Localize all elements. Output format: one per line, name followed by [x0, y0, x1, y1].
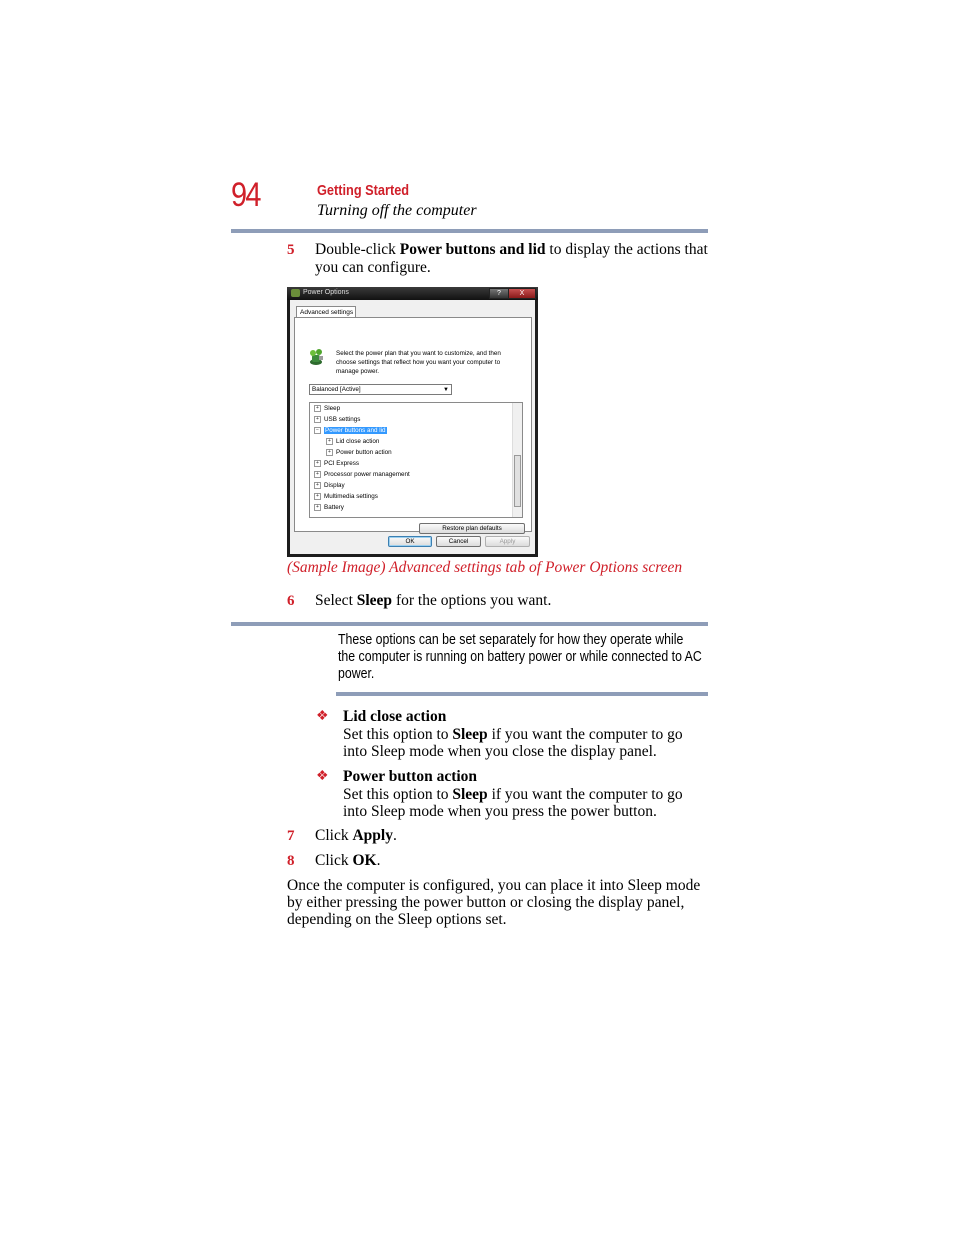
bullet-power-button-action [316, 768, 708, 822]
step-number: 7 [287, 828, 295, 844]
tab-panel [294, 317, 532, 532]
cancel-button[interactable]: Cancel [436, 536, 481, 547]
tree-item-label: Multimedia settings [324, 493, 378, 500]
step-text-pre: Click [315, 827, 353, 844]
header-rule [231, 229, 708, 233]
tree-item-label: PCI Express [324, 460, 359, 467]
tree-item-label: Battery [324, 504, 344, 511]
expand-icon[interactable]: + [326, 449, 333, 456]
bullet-body [343, 708, 708, 761]
tree-item-power-button-action[interactable] [326, 448, 392, 457]
bullet-text-bold: Sleep [452, 725, 488, 743]
step-text-pre: Select [315, 592, 357, 609]
tree-item-label: Sleep [324, 405, 341, 412]
closing-paragraph: Once the computer is configured, you can place it into Sleep mode by either pressing the power button or closing the display panel, depending on the Sleep options set. [287, 877, 701, 928]
expand-icon[interactable]: + [314, 504, 321, 511]
note-rule-bottom [336, 692, 708, 696]
intro-text: Select the power plan that you want to customize, and then choose settings that reflect how you want your computer to manage power. [336, 350, 501, 375]
expand-icon[interactable]: + [314, 482, 321, 489]
bullet-text-bold: Sleep [452, 785, 488, 803]
expand-icon[interactable]: + [314, 460, 321, 467]
expand-icon[interactable]: + [314, 405, 321, 412]
step-number: 6 [287, 593, 295, 609]
power-plan-select[interactable] [309, 384, 452, 395]
tree-item-pci-express[interactable] [314, 459, 359, 468]
tree-scrollbar[interactable] [512, 403, 522, 517]
tree-item-label: Processor power management [324, 471, 410, 478]
step-text [315, 241, 710, 277]
tree-item-label: Power button action [336, 449, 392, 456]
settings-tree[interactable] [309, 402, 523, 518]
expand-icon[interactable]: + [314, 493, 321, 500]
power-options-dialog [287, 287, 538, 557]
expand-icon[interactable]: + [326, 438, 333, 445]
bullet-lid-close-action [316, 708, 708, 762]
tree-item-battery[interactable] [314, 503, 344, 512]
step-text-post: . [392, 827, 397, 844]
expand-icon[interactable]: + [314, 471, 321, 478]
chevron-down-icon: ▼ [443, 387, 449, 393]
step-text-bold: Apply [352, 827, 393, 844]
page-number: 94 [231, 176, 260, 214]
step-number: 5 [287, 242, 295, 258]
dialog-title: Power Options [303, 289, 349, 296]
step-5 [287, 241, 708, 281]
restore-plan-defaults-button[interactable]: Restore plan defaults [419, 523, 525, 534]
step-6 [287, 592, 708, 612]
bullet-diamond-icon: ❖ [316, 769, 329, 784]
step-7 [287, 827, 708, 847]
step-text [315, 827, 710, 845]
tree-item-multimedia-settings[interactable] [314, 492, 378, 501]
step-text-post: . [376, 852, 381, 869]
tree-item-sleep[interactable] [314, 404, 340, 413]
tree-item-label: Display [324, 482, 345, 489]
chapter-title: Getting Started [317, 182, 410, 199]
note-rule-top [231, 622, 708, 626]
apply-button[interactable]: Apply [485, 536, 530, 547]
tree-item-usb-settings[interactable] [314, 415, 360, 424]
dialog-titlebar [287, 287, 538, 300]
bullet-text-pre: Set this option to [343, 785, 453, 803]
section-title: Turning off the computer [317, 202, 477, 219]
bullet-body [343, 768, 708, 821]
figure-caption: (Sample Image) Advanced settings tab of Power Options screen [287, 559, 683, 576]
step-text-post: for the options you want. [392, 592, 552, 609]
scrollbar-thumb[interactable] [514, 455, 521, 507]
help-button[interactable]: ? [489, 288, 509, 299]
tree-item-power-buttons-and-lid[interactable] [314, 426, 387, 435]
step-text-bold: OK [352, 852, 377, 869]
tree-item-label: Lid close action [336, 438, 380, 445]
power-plan-icon [307, 348, 325, 366]
tree-item-display[interactable] [314, 481, 345, 490]
step-text-post: to display the actions that you can configure. [315, 241, 708, 276]
tree-item-label: USB settings [324, 416, 361, 423]
bullet-text-post: if you want the computer to go into Sleep mode when you close the display panel. [343, 725, 683, 760]
bullet-title: Lid close action [343, 708, 447, 725]
bullet-diamond-icon: ❖ [316, 709, 329, 724]
tree-item-label: Power buttons and lid [325, 427, 386, 434]
note-text: These options can be set separately for how they operate while the computer is running on battery power or while connected to AC power. [338, 632, 702, 682]
bullet-title: Power button action [343, 768, 478, 785]
step-number: 8 [287, 853, 295, 869]
power-options-icon [291, 289, 300, 297]
tree-item-processor-power-management[interactable] [314, 470, 410, 479]
close-button[interactable]: X [508, 288, 536, 299]
step-text-bold: Sleep [356, 592, 393, 609]
bullet-text-pre: Set this option to [343, 725, 453, 743]
ok-button[interactable]: OK [388, 536, 432, 547]
power-plan-value: Balanced [Active] [312, 386, 361, 393]
step-text [315, 852, 710, 870]
step-8 [287, 852, 708, 872]
collapse-icon[interactable]: − [314, 427, 321, 434]
step-text-pre: Double-click [315, 241, 400, 258]
expand-icon[interactable]: + [314, 416, 321, 423]
dialog-client [290, 300, 535, 554]
step-text [315, 592, 710, 610]
tab-advanced-settings[interactable]: Advanced settings [296, 306, 356, 317]
step-text-bold: Power buttons and lid [399, 241, 546, 258]
bullet-text-post: if you want the computer to go into Sleep mode when you press the power button. [343, 785, 683, 820]
tree-item-lid-close-action[interactable] [326, 437, 379, 446]
step-text-pre: Click [315, 852, 353, 869]
